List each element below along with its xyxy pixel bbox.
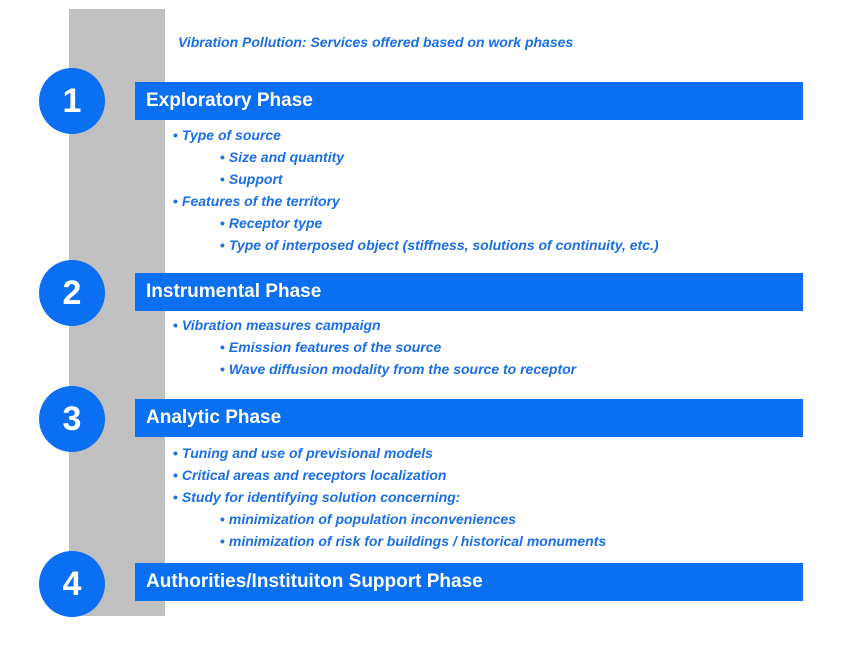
bullet-icon: • [220,533,225,549]
bullet-text: Receptor type [228,215,323,231]
bullet-icon: • [173,317,178,333]
bullet-icon: • [220,171,225,187]
bullet-icon: • [220,237,225,253]
phase-number-3: 3 [39,386,105,452]
phase-number-2: 2 [39,260,105,326]
bullet-icon: • [220,149,225,165]
phase-number-1: 1 [39,68,105,134]
bullet-text: Emission features of the source [228,339,442,355]
phase-3-bullet-item [173,467,446,483]
phase-header-2: Instrumental Phase [135,273,803,311]
bullet-icon: • [173,445,178,461]
phase-1-bullet-item [220,215,322,231]
bullet-text: Support [228,171,283,187]
bullet-text: Wave diffusion modality from the source to receptor [228,361,577,377]
phase-1-bullet-item [173,193,340,209]
phase-2-bullet-item [173,317,381,333]
bullet-text: Type of source [181,127,281,143]
bullet-icon: • [173,467,178,483]
bullet-text: Critical areas and receptors localization [181,467,447,483]
bullet-icon: • [220,339,225,355]
bullet-text: Type of interposed object (stiffness, solutions of continuity, etc.) [228,237,659,253]
bullet-icon: • [220,361,225,377]
diagram-title: Vibration Pollution: Services offered based on work phases [178,34,574,50]
phase-2-bullet-item [220,339,441,355]
bullet-icon: • [173,489,178,505]
bullet-text: Vibration measures campaign [181,317,381,333]
bullet-text: Size and quantity [228,149,345,165]
phase-1-bullet-item [220,149,344,165]
bullet-icon: • [173,193,178,209]
bullet-icon: • [220,511,225,527]
phase-3-bullet-item [173,489,460,505]
bullet-text: minimization of population inconveniences [228,511,516,527]
bullet-icon: • [220,215,225,231]
bullet-text: Study for identifying solution concerning: [181,489,461,505]
phase-1-bullet-item [173,127,281,143]
phase-header-1: Exploratory Phase [135,82,803,120]
phase-2-bullet-item [220,361,576,377]
phase-1-bullet-item [220,171,283,187]
phase-header-4: Authorities/Instituiton Support Phase [135,563,803,601]
phase-3-bullet-item [220,533,606,549]
bullet-text: minimization of risk for buildings / historical monuments [228,533,607,549]
phase-3-bullet-item [173,445,433,461]
phase-header-3: Analytic Phase [135,399,803,437]
bullet-text: Tuning and use of previsional models [181,445,433,461]
phase-number-4: 4 [39,551,105,617]
bullet-text: Features of the territory [181,193,340,209]
phase-1-bullet-item [220,237,659,253]
phase-3-bullet-item [220,511,516,527]
bullet-icon: • [173,127,178,143]
